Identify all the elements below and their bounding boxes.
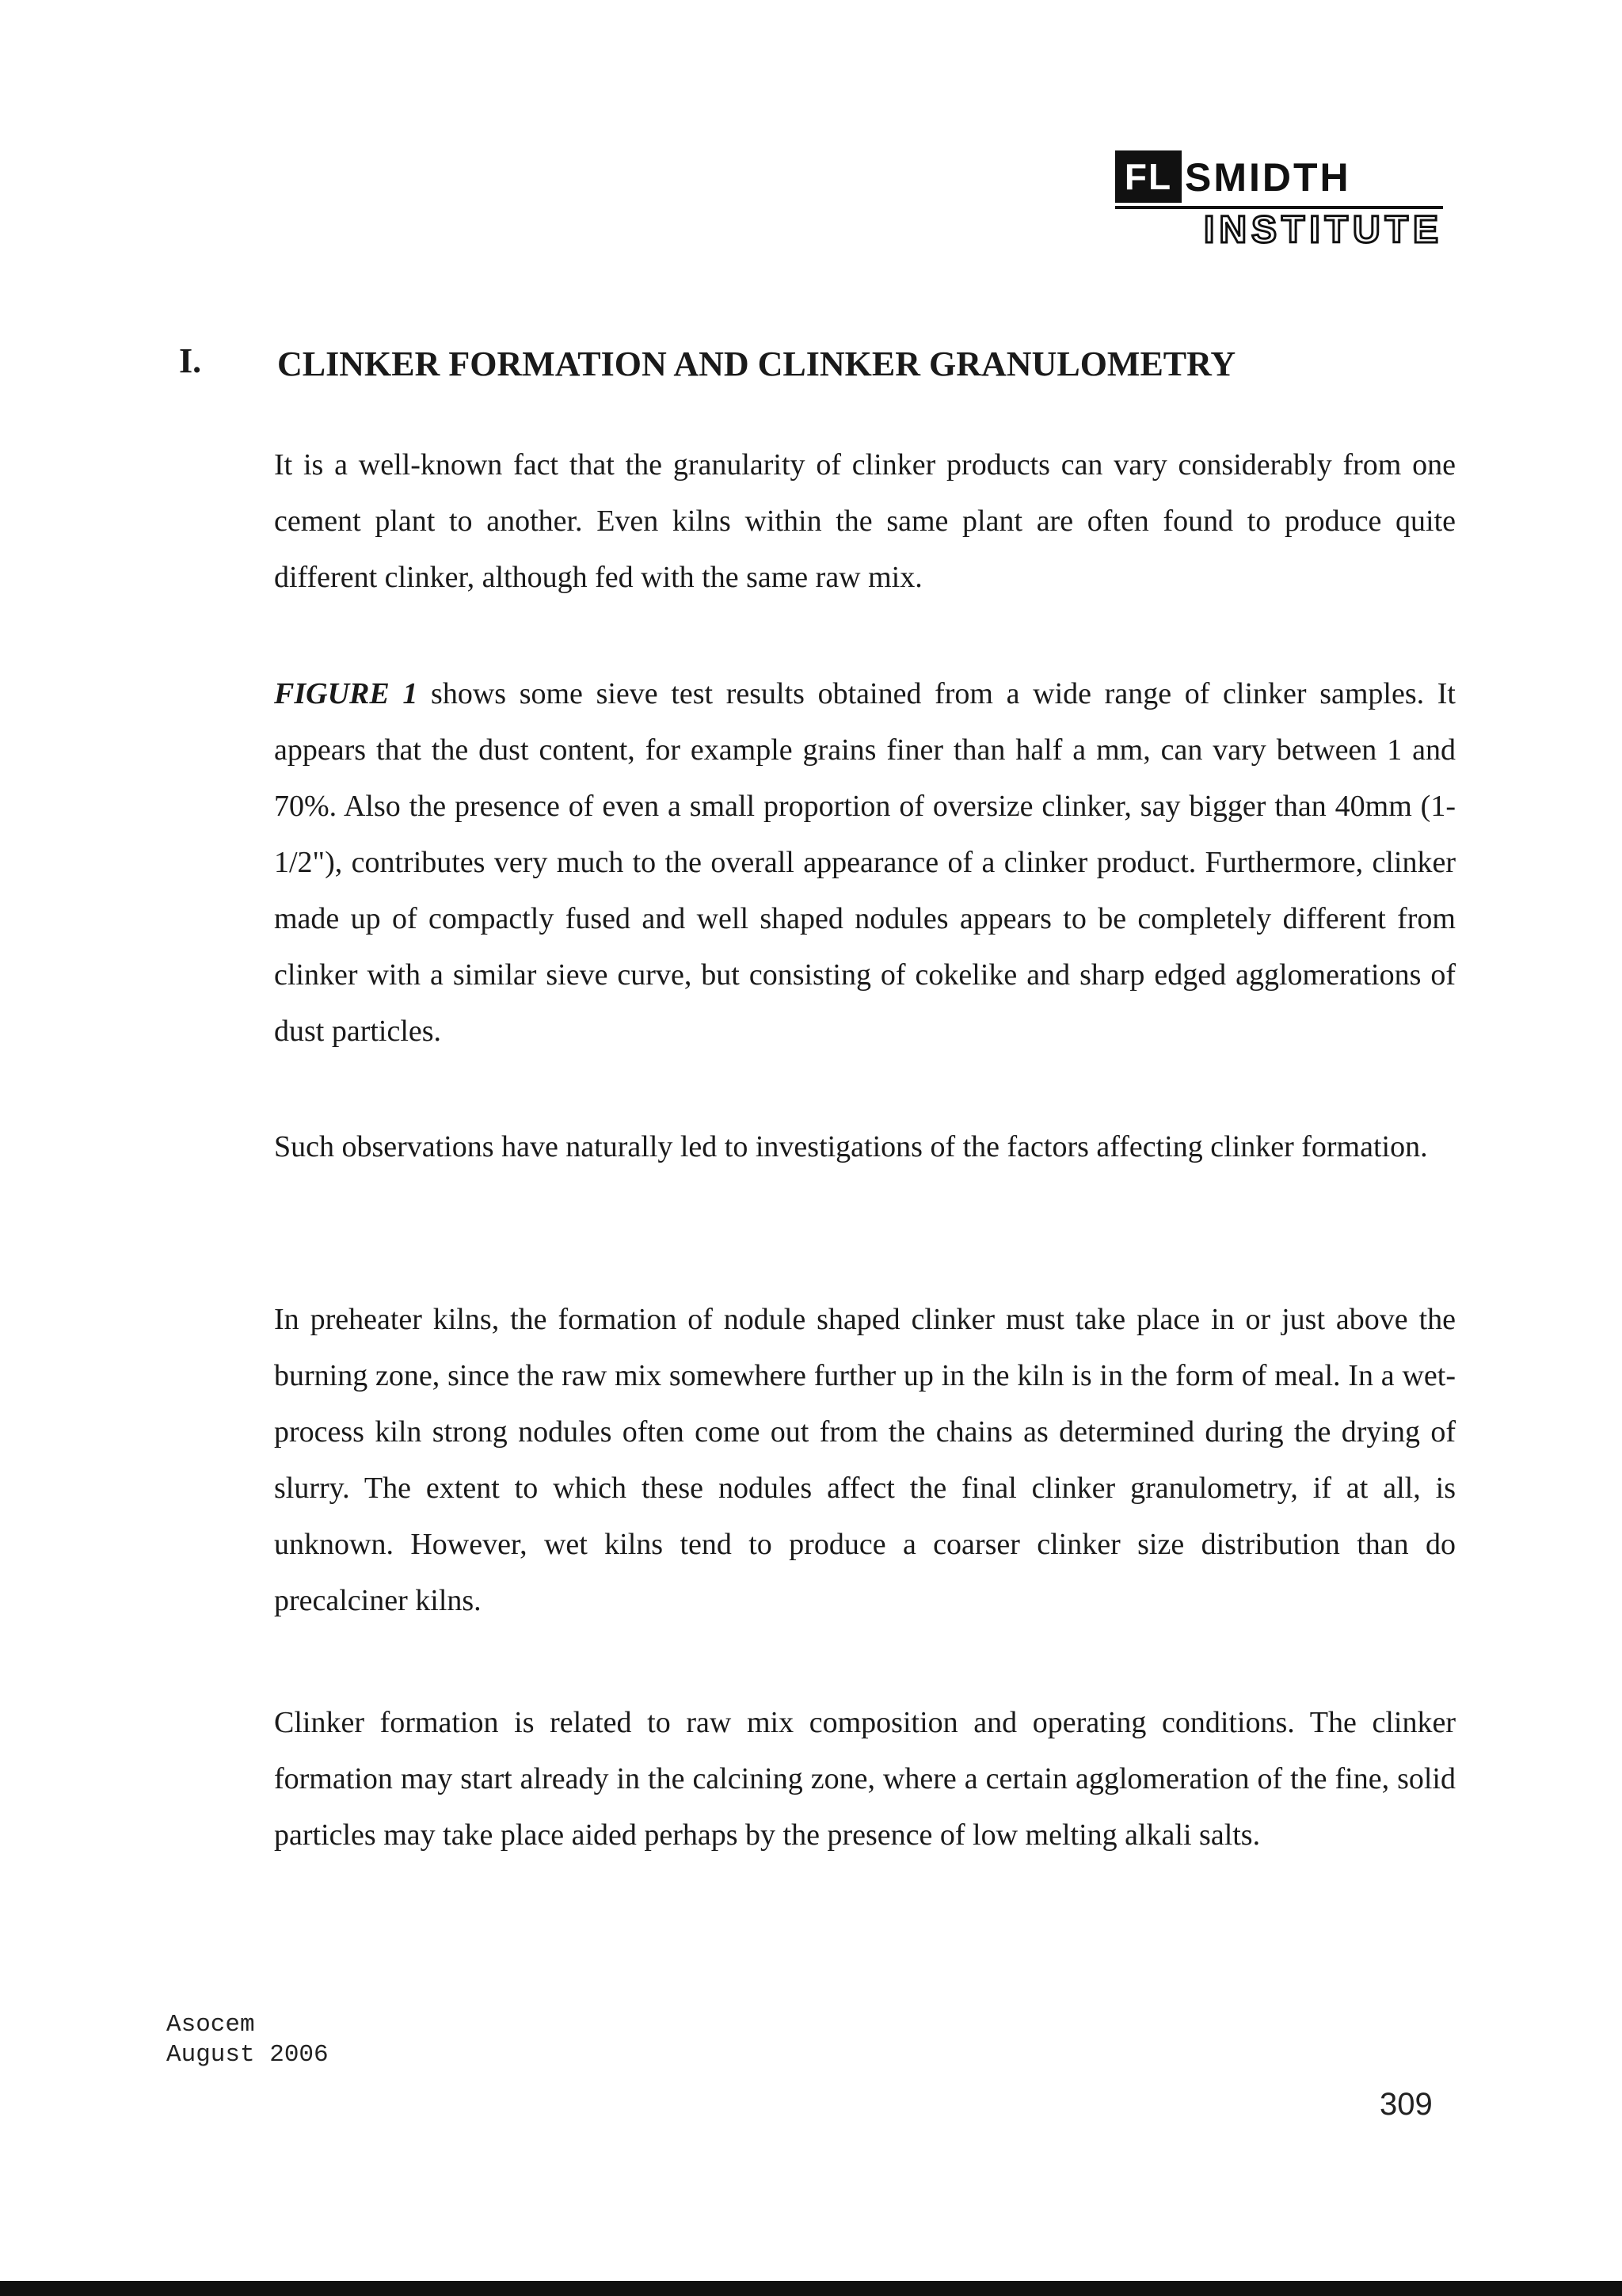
paragraph-2: [274, 666, 1456, 1060]
logo-subtitle: INSTITUTE: [1204, 209, 1443, 251]
paragraph-3: Such observations have naturally led to investigations of the factors affecting clinker formation.: [274, 1130, 1428, 1163]
paragraph-1: It is a well-known fact that the granularity of clinker products can vary considerably from one cement plant to another. Even kilns within the same plant are often found to produce quite different clinker, although fed with the same raw mix.: [274, 448, 1456, 594]
footer-date: August 2006: [166, 2041, 329, 2069]
footer-source: [166, 2010, 329, 2070]
scan-bottom-edge: [0, 2281, 1622, 2296]
paragraph-4: In preheater kilns, the formation of nodule shaped clinker must take place in or just above the burning zone, since the raw mix somewhere further up in the kiln is in the form of meal. In a wet-process kiln strong nodules often come out from the chains as determined during the drying of slurry. The extent to which these nodules affect the final clinker granulometry, if at all, is unknown. However, wet kilns tend to produce a coarser clinker size distribution than do precalciner kilns.: [274, 1303, 1456, 1617]
logo-fl-box: FL: [1115, 150, 1182, 203]
logo-brand-text: SMIDTH: [1185, 155, 1351, 200]
flsmidth-institute-logo: [1115, 150, 1443, 252]
paragraph-5: Clinker formation is related to raw mix composition and operating conditions. The clinker formation may start already in the calcining zone, where a certain agglomeration of the fine, solid particles may take place aided perhaps by the presence of low melting alkali salts.: [274, 1706, 1456, 1852]
footer-organization: Asocem: [166, 2011, 255, 2039]
page-number: 309: [1380, 2087, 1433, 2122]
section-title: CLINKER FORMATION AND CLINKER GRANULOMETRY: [277, 345, 1236, 383]
section-number: I.: [179, 341, 202, 380]
figure-reference: FIGURE 1: [274, 677, 418, 710]
paragraph-2-text: shows some sieve test results obtained from a wide range of clinker samples. It appears that the dust content, for example grains finer than half a mm, can vary between 1 and 70%. Also the presence of even a small proportion of oversize clinker, say bigger than 40mm (1-1/2"), contributes very much to the overall appearance of a clinker product. Furthermore, clinker made up of compactly fused and well shaped nodules appears to be completely different from clinker with a similar sieve curve, but consisting of cokelike and sharp edged agglomerations of dust particles.: [274, 677, 1456, 1048]
